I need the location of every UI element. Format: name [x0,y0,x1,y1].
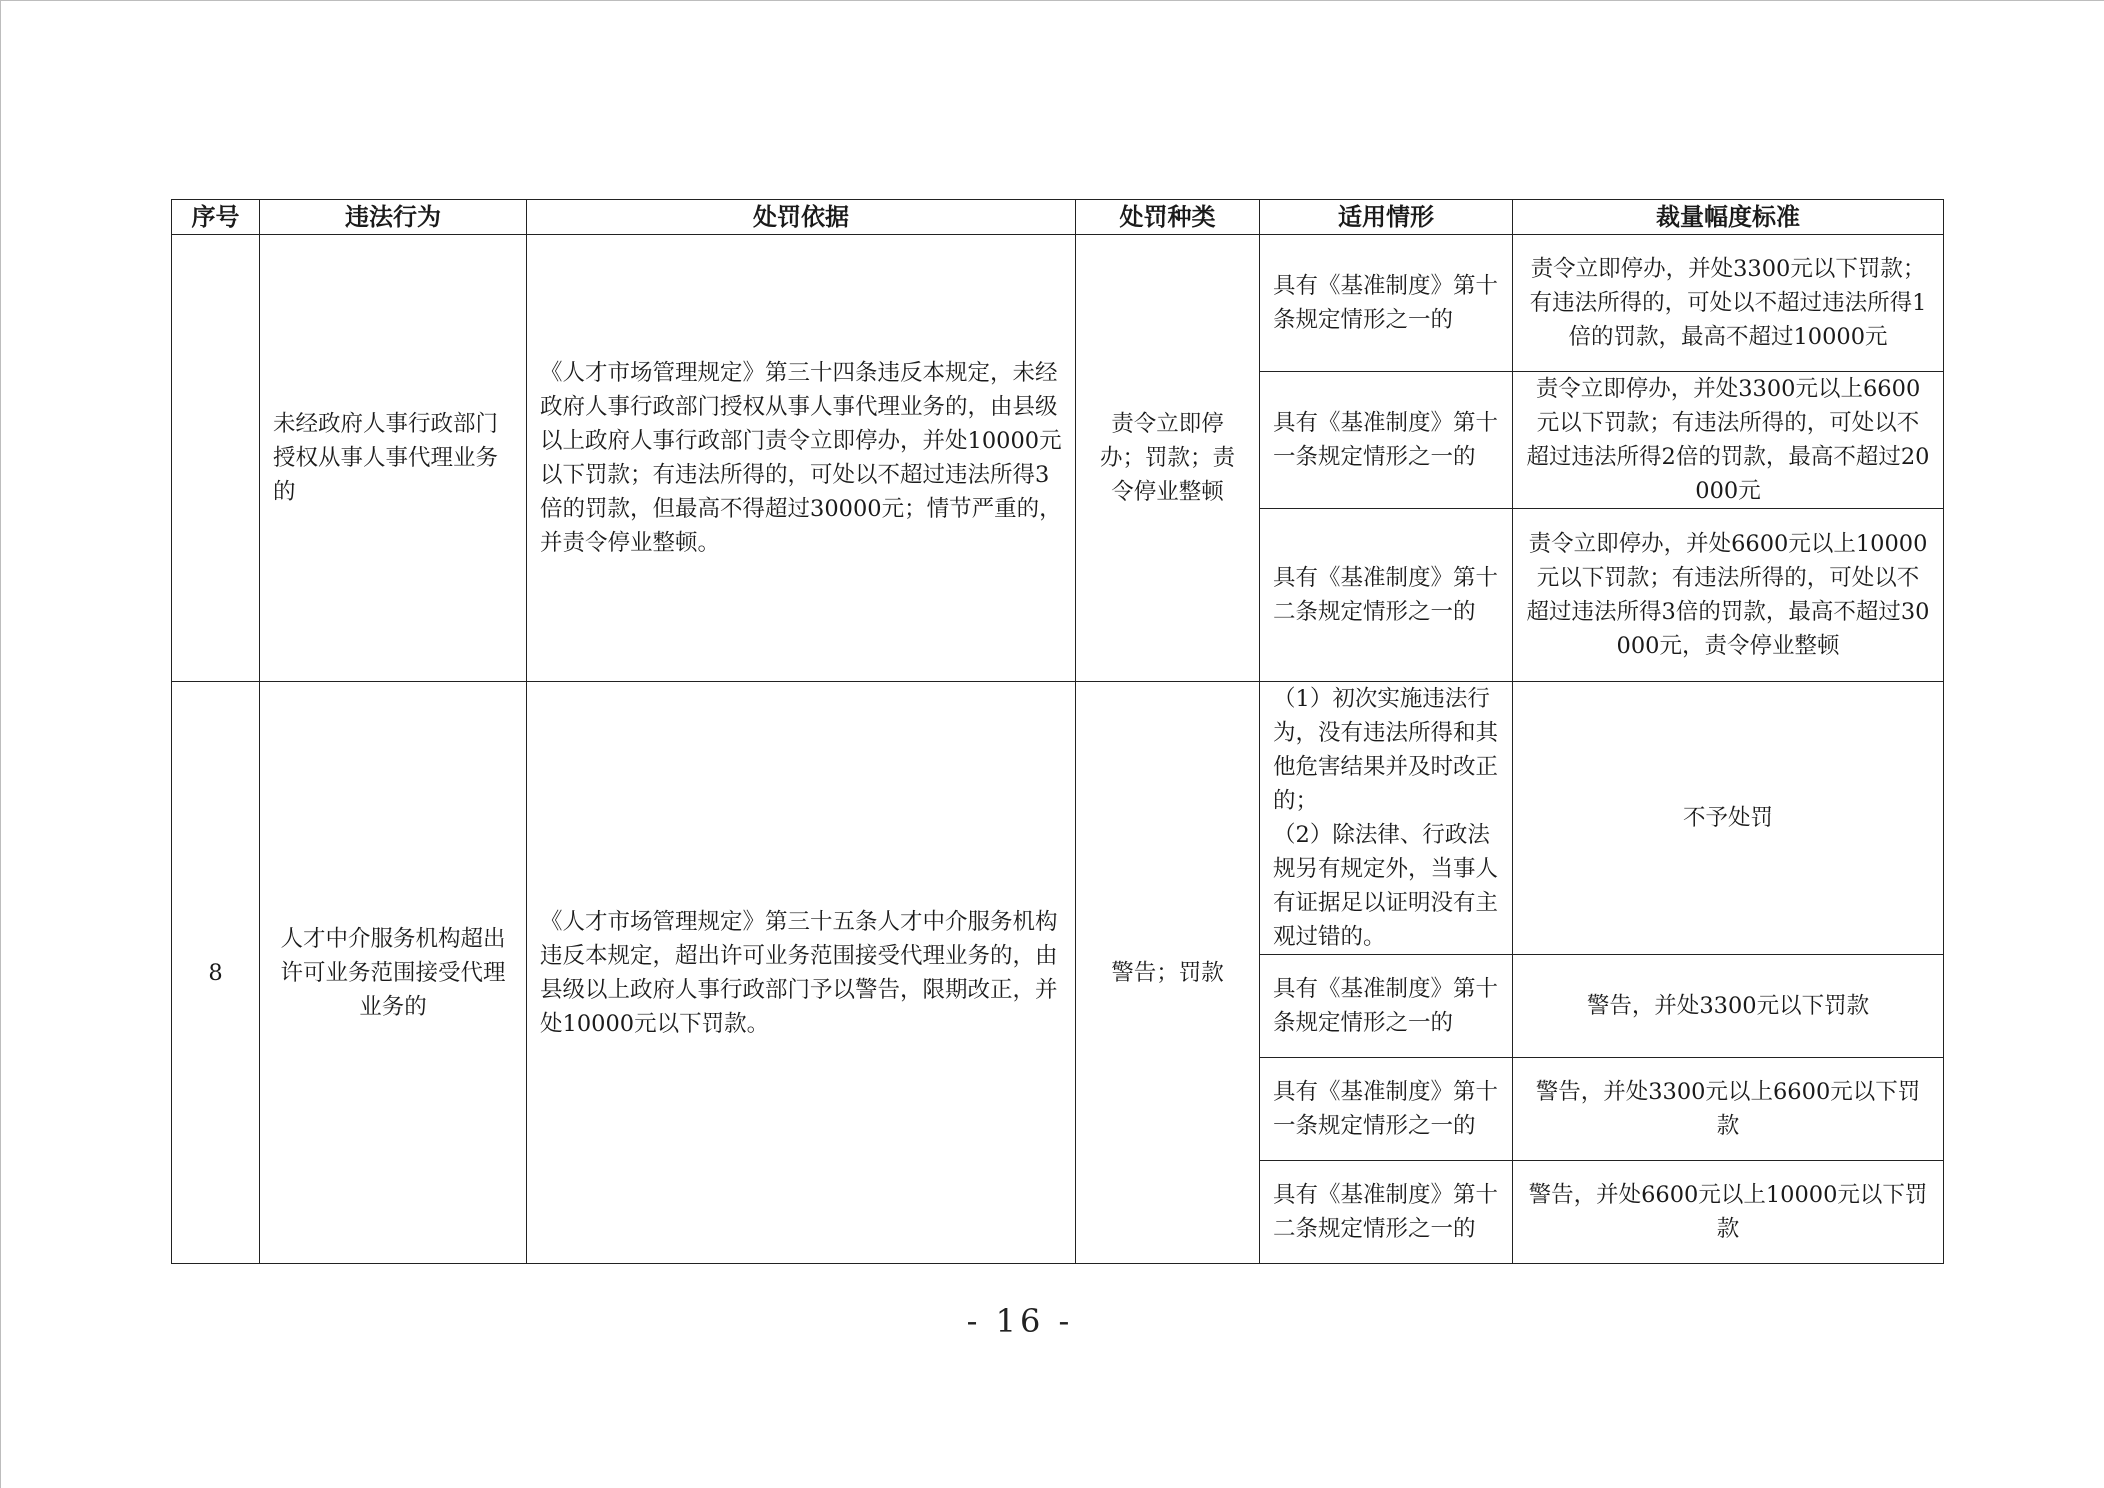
row-seq [172,235,260,682]
page-edge-top [0,0,2104,1]
case-situation: 具有《基准制度》第十条规定情形之一的 [1260,235,1513,372]
case-standard: 警告，并处6600元以上10000元以下罚款 [1513,1161,1944,1264]
row-basis: 《人才市场管理规定》第三十四条违反本规定，未经政府人事行政部门授权从事人事代理业务的，由县级以上政府人事行政部门责令立即停办，并处10000元以下罚款；有违法所得的，可处以不超过违法所得3倍的罚款，但最高不得超过30000元；情节严重的，并责令停业整顿。 [527,235,1076,682]
table-row [172,235,1944,372]
header-situation: 适用情形 [1260,200,1513,235]
table-header [172,200,1944,235]
row-basis: 《人才市场管理规定》第三十五条人才中介服务机构违反本规定，超出许可业务范围接受代理业务的，由县级以上政府人事行政部门予以警告，限期改正，并处10000元以下罚款。 [527,682,1076,1264]
case-standard: 警告，并处3300元以下罚款 [1513,955,1944,1058]
page-number: - 16 - [966,1302,1074,1340]
case-situation: 具有《基准制度》第十一条规定情形之一的 [1260,372,1513,509]
case-standard: 责令立即停办，并处6600元以上10000元以下罚款；有违法所得的，可处以不超过违法所得3倍的罚款，最高不超过30000元，责令停业整顿 [1513,509,1944,682]
header-basis: 处罚依据 [527,200,1076,235]
case-standard: 责令立即停办，并处3300元以下罚款；有违法所得的，可处以不超过违法所得1倍的罚款，最高不超过10000元 [1513,235,1944,372]
row-violation: 人才中介服务机构超出许可业务范围接受代理业务的 [260,682,527,1264]
page-edge-left [0,0,1,1488]
case-situation: 具有《基准制度》第十一条规定情形之一的 [1260,1058,1513,1161]
case-situation-item: （2）除法律、行政法规另有规定外，当事人有证据足以证明没有主观过错的。 [1273,822,1499,950]
header-violation: 违法行为 [260,200,527,235]
row-seq: 8 [172,682,260,1264]
row-violation: 未经政府人事行政部门授权从事人事代理业务的 [260,235,527,682]
case-situation-item: （1）初次实施违法行为，没有违法所得和其他危害结果并及时改正的； [1273,686,1499,814]
case-standard: 警告，并处3300元以上6600元以下罚款 [1513,1058,1944,1161]
case-standard: 不予处罚 [1513,682,1944,955]
row-penalty-type: 责令立即停办；罚款；责令停业整顿 [1076,235,1260,682]
case-standard: 责令立即停办，并处3300元以上6600元以下罚款；有违法所得的，可处以不超过违法所得2倍的罚款，最高不超过20000元 [1513,372,1944,509]
case-situation: 具有《基准制度》第十二条规定情形之一的 [1260,1161,1513,1264]
header-row [172,200,1944,235]
case-situation: 具有《基准制度》第十条规定情形之一的 [1260,955,1513,1058]
penalty-discretion-table [171,199,1944,1264]
case-situation [1260,682,1513,955]
row-penalty-type: 警告；罚款 [1076,682,1260,1264]
header-penalty-type: 处罚种类 [1076,200,1260,235]
table-row [172,682,1944,955]
header-seq: 序号 [172,200,260,235]
case-situation: 具有《基准制度》第十二条规定情形之一的 [1260,509,1513,682]
header-standard: 裁量幅度标准 [1513,200,1944,235]
